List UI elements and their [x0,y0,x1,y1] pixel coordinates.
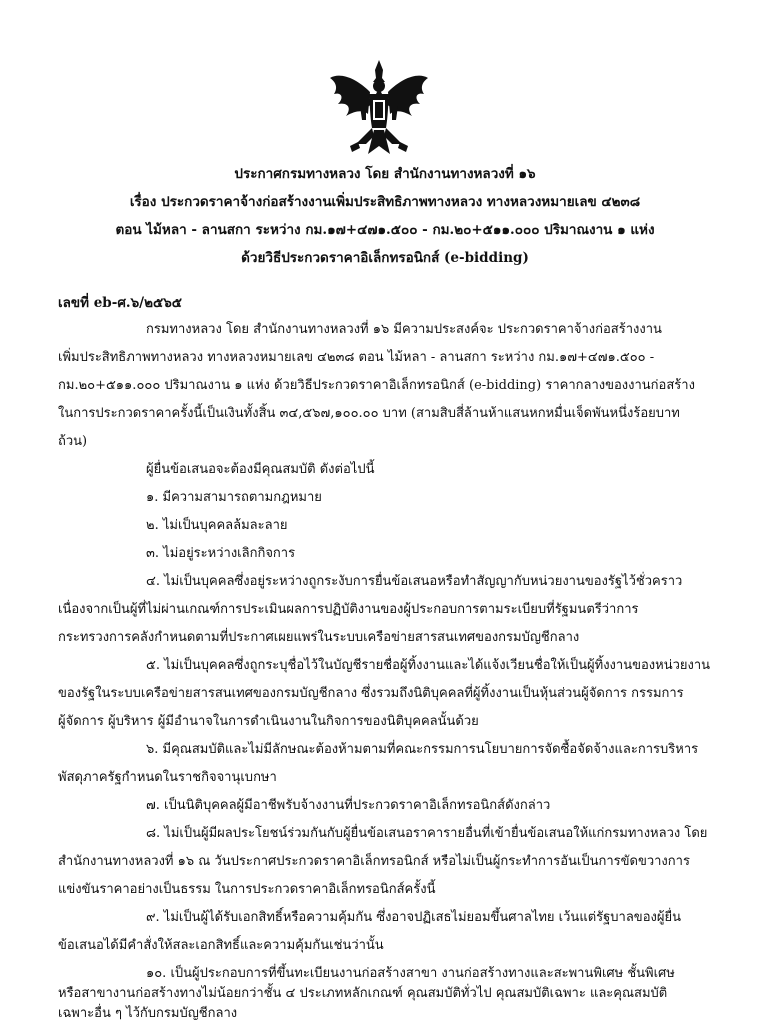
announcement-title: ประกาศกรมทางหลวง โดย สำนักงานทางหลวงที่ ๑๖ [234,166,536,182]
body-line: กม.๒๐+๕๑๑.๐๐๐ ปริมาณงาน ๑ แห่ง ด้วยวิธีประกวดราคาอิเล็กทรอนิกส์ (e-bidding) ราคากลางของงานก่อสร้าง [58,378,695,393]
list-item: ๘. ไม่เป็นผู้มีผลประโยชน์ร่วมกันกับผู้ยื่นข้อเสนอราคารายอื่นที่เข้ายื่นข้อเสนอให้แก่กรมทางหลวง โดย [146,826,708,841]
list-item-continued: ผู้จัดการ ผู้บริหาร ผู้มีอำนาจในการดำเนินงานในกิจการของนิติบุคคลนั้นด้วย [58,714,479,729]
subject-line-2: ตอน ไม้หลา - ลานสกา ระหว่าง กม.๑๗+๔๗๑.๕๐๐ - กม.๒๐+๕๑๑.๐๐๐ ปริมาณงาน ๑ แห่ง [115,222,655,238]
list-item: ๑. มีความสามารถตามกฎหมาย [146,490,322,505]
list-item: ๗. เป็นนิติบุคคลผู้มีอาชีพรับจ้างงานที่ประกวดราคาอิเล็กทรอนิกส์ดังกล่าว [146,798,551,813]
garuda-emblem-icon [326,58,432,160]
list-item-continued: แข่งขันราคาอย่างเป็นธรรม ในการประกวดราคาอิเล็กทรอนิกส์ครั้งนี้ [58,882,436,897]
list-item: ๑๐. เป็นผู้ประกอบการที่ขึ้นทะเบียนงานก่อสร้างสาขา งานก่อสร้างทางและสะพานพิเศษ ชั้นพิเศษ [146,966,675,981]
list-item: ๔. ไม่เป็นบุคคลซึ่งอยู่ระหว่างถูกระงับการยื่นข้อเสนอหรือทำสัญญากับหน่วยงานของรัฐไว้ชั่วคราว [146,574,683,589]
list-item: ๒. ไม่เป็นบุคคลล้มละลาย [146,518,288,533]
list-item: ๖. มีคุณสมบัติและไม่มีลักษณะต้องห้ามตามที่คณะกรรมการนโยบายการจัดซื้อจัดจ้างและการบริหาร [146,742,699,757]
subject-line-1: เรื่อง ประกวดราคาจ้างก่อสร้างงานเพิ่มประสิทธิภาพทางหลวง ทางหลวงหมายเลข ๔๒๓๘ [129,194,641,210]
body-line: ในการประกวดราคาครั้งนี้เป็นเงินทั้งสิ้น ๓๔,๕๖๗,๑๐๐.๐๐ บาท (สามสิบสี่ล้านห้าแสนหกหมื่นเจ็ดพันหนึ่งร้อยบาท [58,406,680,421]
body-line: เพิ่มประสิทธิภาพทางหลวง ทางหลวงหมายเลข ๔๒๓๘ ตอน ไม้หลา - ลานสกา ระหว่าง กม.๑๗+๔๗๑.๕๐๐ - [58,350,655,365]
list-item-continued: ข้อเสนอได้มีคำสั่งให้สละเอกสิทธิ์และความคุ้มกันเช่นว่านั้น [58,938,384,953]
list-item-continued: หรือสาขางานก่อสร้างทางไม่น้อยกว่าชั้น ๔ ประเภทหลักเกณฑ์ คุณสมบัติทั่วไป คุณสมบัติเฉพาะ และคุณสมบัติ [58,986,668,1001]
list-item: ๕. ไม่เป็นบุคคลซึ่งถูกระบุชื่อไว้ในบัญชีรายชื่อผู้ทิ้งงานและได้แจ้งเวียนชื่อให้เป็นผู้ทิ้งงานของหน่วยงาน [146,658,711,673]
subject-line-3: ด้วยวิธีประกวดราคาอิเล็กทรอนิกส์ (e-bidding) [241,250,529,266]
list-item-continued: เฉพาะอื่น ๆ ไว้กับกรมบัญชีกลาง [58,1006,238,1021]
list-item-continued: สำนักงานทางหลวงที่ ๑๖ ณ วันประกาศประกวดราคาอิเล็กทรอนิกส์ หรือไม่เป็นผู้กระทำการอันเป็นการขัดขวางการ [58,854,690,869]
body-line: กรมทางหลวง โดย สำนักงานทางหลวงที่ ๑๖ มีความประสงค์จะ ประกวดราคาจ้างก่อสร้างงาน [146,322,662,337]
list-item: ๙. ไม่เป็นผู้ได้รับเอกสิทธิ์หรือความคุ้มกัน ซึ่งอาจปฏิเสธไม่ยอมขึ้นศาลไทย เว้นแต่รัฐบาลของผู้ยื่น [146,910,681,925]
body-line: ถ้วน) [58,434,88,449]
list-item-continued: กระทรวงการคลังกำหนดตามที่ประกาศเผยแพร่ในระบบเครือข่ายสารสนเทศของกรมบัญชีกลาง [58,630,580,645]
list-item-continued: พัสดุภาครัฐกำหนดในราชกิจจานุเบกษา [58,770,277,785]
list-item-continued: ของรัฐในระบบเครือข่ายสารสนเทศของกรมบัญชีกลาง ซึ่งรวมถึงนิติบุคคลที่ผู้ทิ้งงานเป็นหุ้นส่วนผู้จัดการ กรรมการ [58,686,684,701]
qualifications-intro: ผู้ยื่นข้อเสนอจะต้องมีคุณสมบัติ ดังต่อไปนี้ [146,462,375,477]
list-item-continued: เนื่องจากเป็นผู้ที่ไม่ผ่านเกณฑ์การประเมินผลการปฏิบัติงานของผู้ประกอบการตามระเบียบที่รัฐมนตรีว่าการ [58,602,639,617]
list-item: ๓. ไม่อยู่ระหว่างเลิกกิจการ [146,546,296,561]
reference-number: เลขที่ eb-ศ.๖/๒๕๖๕ [58,295,183,311]
